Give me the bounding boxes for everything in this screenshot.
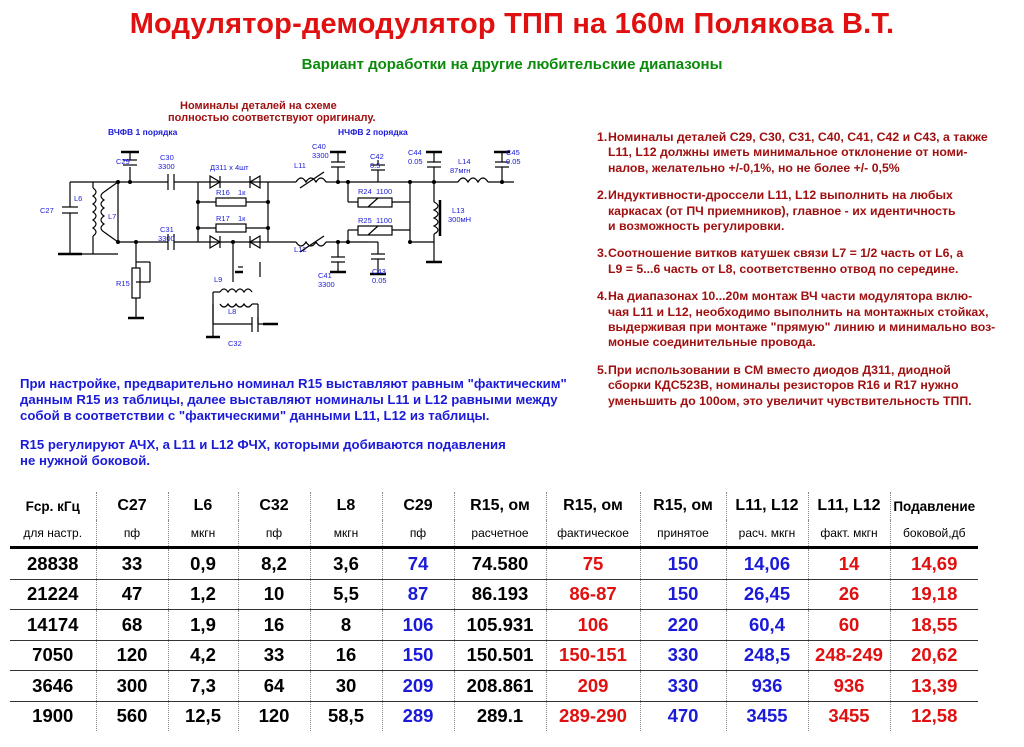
table-cell: 1,2 xyxy=(168,579,238,610)
page-subtitle: Вариант доработки на другие любительские диапазоны xyxy=(301,56,723,73)
table-cell: 330 xyxy=(640,640,726,671)
table-cell: 289 xyxy=(382,701,454,731)
schematic-caption-line1: Номиналы деталей на схеме xyxy=(180,100,337,112)
column-subheader: пф xyxy=(238,520,310,548)
table-cell: 47 xyxy=(96,579,168,610)
table-row xyxy=(10,671,978,702)
table-cell: 21224 xyxy=(10,579,96,610)
label-r17-val: 1к xyxy=(238,214,246,223)
label-c45-val: 0.05 xyxy=(506,157,521,166)
label-l12: L12 xyxy=(294,245,307,254)
tuning-paragraph-1: При настройке, предварительно номинал R15 выставляют равным "фактическим" данным R15 из таблицы, далее выставляют номиналы L11 и L12 равными между собой в соответствии с "фактическими" данными L11, L12 из таблицы. xyxy=(20,376,567,423)
column-header: L11, L12 xyxy=(726,492,808,520)
table-cell: 150-151 xyxy=(546,640,640,671)
table-cell: 75 xyxy=(546,548,640,580)
table-cell: 14,06 xyxy=(726,548,808,580)
table-cell: 150.501 xyxy=(454,640,546,671)
table-cell: 60,4 xyxy=(726,610,808,641)
column-header: Fср. кГц xyxy=(25,498,80,514)
label-c31-val: 3300 xyxy=(158,234,175,243)
table-cell: 28838 xyxy=(10,548,96,580)
table-cell: 470 xyxy=(640,701,726,731)
note-text: Соотношение витков катушек связи L7 = 1/2 часть от L6, а L9 = 5...6 часть от L8, соответственно отвод по середине. xyxy=(608,246,964,276)
note-text: На диапазонах 10...20м монтаж ВЧ части модулятора вклю- чая L11 и L12, необходимо выполнить на монтажных стойках, выдерживая при монтаже "прямую" линию и минимально воз- моные соединительные провода. xyxy=(608,289,996,350)
table-cell: 33 xyxy=(96,548,168,580)
note-text: При использовании в СМ вместо диодов Д311, диодной сборки КДС523В, номиналы резисторов R16 и R17 нужно уменьшить до 100ом, это увеличит чувствительность ТПП. xyxy=(608,362,972,408)
table-cell: 8,2 xyxy=(238,548,310,580)
table-cell: 1,9 xyxy=(168,610,238,641)
column-subheader: пф xyxy=(382,520,454,548)
column-subheader: расчетное xyxy=(454,520,546,548)
label-l8: L8 xyxy=(228,307,237,316)
table-cell: 248-249 xyxy=(808,640,890,671)
table-cell: 150 xyxy=(640,579,726,610)
table-cell: 68 xyxy=(96,610,168,641)
label-c42-val: 0.5 xyxy=(370,161,381,170)
label-l14: L14 xyxy=(458,157,471,166)
table-body xyxy=(10,548,978,732)
note-item xyxy=(597,188,997,234)
note-number: 5. xyxy=(597,362,608,377)
table-cell: 86-87 xyxy=(546,579,640,610)
note-number: 1. xyxy=(597,130,608,144)
label-r24: R24 xyxy=(358,187,372,196)
label-r24-val: 1100 xyxy=(376,187,393,196)
column-header: R15, ом xyxy=(454,492,546,520)
column-subheader: принятое xyxy=(640,520,726,548)
table-cell: 19,18 xyxy=(890,579,978,610)
schematic-caption-line2: полностью соответствуют оригиналу. xyxy=(168,112,376,124)
table-cell: 330 xyxy=(640,671,726,702)
label-r16: R16 xyxy=(216,188,230,197)
table-cell: 87 xyxy=(382,579,454,610)
table-cell: 60 xyxy=(808,610,890,641)
table-cell: 289-290 xyxy=(546,701,640,731)
values-table xyxy=(10,492,978,731)
table-cell: 30 xyxy=(310,671,382,702)
table-cell: 3455 xyxy=(808,701,890,731)
column-header: L11, L12 xyxy=(808,492,890,520)
note-number: 2. xyxy=(597,188,608,203)
table-cell: 86.193 xyxy=(454,579,546,610)
label-r16-val: 1к xyxy=(238,188,246,197)
label-l11: L11 xyxy=(294,161,306,170)
table-cell: 936 xyxy=(808,671,890,702)
note-item xyxy=(597,289,997,351)
table-cell: 209 xyxy=(546,671,640,702)
table-cell: 209 xyxy=(382,671,454,702)
label-c27: C27 xyxy=(40,206,54,215)
tuning-paragraph-2: R15 регулируют АЧХ, а L11 и L12 ФЧХ, которыми добиваются подавления не нужной боковой. xyxy=(20,437,506,468)
label-r25-val: 1100 xyxy=(376,216,393,225)
table-cell: 289.1 xyxy=(454,701,546,731)
table-row xyxy=(10,579,978,610)
table-cell: 7,3 xyxy=(168,671,238,702)
column-subheader: боковой,дб xyxy=(890,520,978,548)
label-c44-val: 0.05 xyxy=(408,157,423,166)
table-cell: 18,55 xyxy=(890,610,978,641)
label-c40-val: 3300 xyxy=(312,151,329,160)
table-cell: 14 xyxy=(808,548,890,580)
table-cell: 33 xyxy=(238,640,310,671)
table-cell: 16 xyxy=(310,640,382,671)
table-cell: 106 xyxy=(382,610,454,641)
table-cell: 26,45 xyxy=(726,579,808,610)
table-cell: 0,9 xyxy=(168,548,238,580)
note-text: Номиналы деталей C29, C30, C31, C40, C41, C42 и C43, а также L11, L12 должны иметь минимальное отклонение от номи- налов, желательно +/-0,1%, но не более +/- 0,5% xyxy=(608,130,988,175)
table-row xyxy=(10,548,978,580)
table-cell: 14174 xyxy=(10,610,96,641)
table-header-units-row xyxy=(10,520,978,548)
label-d311: Д311 x 4шт xyxy=(210,163,249,172)
column-header: Подавление xyxy=(890,492,978,520)
note-item xyxy=(597,363,997,409)
table-row xyxy=(10,640,978,671)
tuning-instructions xyxy=(20,376,580,482)
table-cell: 58,5 xyxy=(310,701,382,731)
table-cell: 936 xyxy=(726,671,808,702)
label-c45: C45 xyxy=(506,148,520,157)
column-subheader: факт. мкгн xyxy=(808,520,890,548)
column-subheader: фактическое xyxy=(546,520,640,548)
label-c41: C41 xyxy=(318,271,332,280)
column-header: R15, ом xyxy=(640,492,726,520)
column-subheader: для настр. xyxy=(23,526,83,540)
column-header: C27 xyxy=(96,492,168,520)
label-l7: L7 xyxy=(108,212,117,221)
table-cell: 74.580 xyxy=(454,548,546,580)
column-header: C32 xyxy=(238,492,310,520)
label-c44: C44 xyxy=(408,148,422,157)
table-cell: 300 xyxy=(96,671,168,702)
label-c30-val: 3300 xyxy=(158,162,175,171)
table-cell: 12,58 xyxy=(890,701,978,731)
label-l13-val: 300мН xyxy=(448,215,472,224)
label-c43-val: 0.05 xyxy=(372,276,387,285)
column-subheader: расч. мкгн xyxy=(726,520,808,548)
note-item xyxy=(597,246,997,277)
table-cell: 64 xyxy=(238,671,310,702)
table-cell: 105.931 xyxy=(454,610,546,641)
table-cell: 13,39 xyxy=(890,671,978,702)
table-cell: 120 xyxy=(238,701,310,731)
table-cell: 8 xyxy=(310,610,382,641)
label-l9: L9 xyxy=(214,275,223,284)
label-c42: C42 xyxy=(370,152,384,161)
table-cell: 248,5 xyxy=(726,640,808,671)
label-c29: C29 xyxy=(116,157,130,166)
column-subheader: мкгн xyxy=(168,520,238,548)
label-l13: L13 xyxy=(452,206,465,215)
table-cell: 74 xyxy=(382,548,454,580)
label-r15: R15 xyxy=(116,279,130,288)
label-c40: C40 xyxy=(312,142,326,151)
label-c31: C31 xyxy=(160,225,174,234)
table-cell: 208.861 xyxy=(454,671,546,702)
label-lpf2: НЧФВ 2 порядка xyxy=(338,127,408,137)
table-cell: 3646 xyxy=(10,671,96,702)
table-cell: 4,2 xyxy=(168,640,238,671)
table-cell: 3455 xyxy=(726,701,808,731)
notes-list xyxy=(597,130,997,421)
note-item xyxy=(597,130,997,176)
label-c30: C30 xyxy=(160,153,174,162)
table-cell: 106 xyxy=(546,610,640,641)
label-r25: R25 xyxy=(358,216,372,225)
table-cell: 1900 xyxy=(10,701,96,731)
table-cell: 7050 xyxy=(10,640,96,671)
table-cell: 26 xyxy=(808,579,890,610)
label-l6: L6 xyxy=(74,194,83,203)
table-cell: 220 xyxy=(640,610,726,641)
table-header-row xyxy=(10,492,978,520)
label-c41-val: 3300 xyxy=(318,280,335,289)
table-cell: 20,62 xyxy=(890,640,978,671)
column-subheader: пф xyxy=(96,520,168,548)
column-subheader: мкгн xyxy=(310,520,382,548)
page-title: Модулятор-демодулятор ТПП на 160м Полякова В.Т. xyxy=(129,8,895,40)
column-header: R15, ом xyxy=(546,492,640,520)
label-c32: C32 xyxy=(228,339,242,348)
table-cell: 150 xyxy=(640,548,726,580)
label-l14-val: 87мгн xyxy=(450,166,471,175)
schematic-diagram xyxy=(38,92,553,360)
table-cell: 16 xyxy=(238,610,310,641)
column-header: L8 xyxy=(310,492,382,520)
column-header: C29 xyxy=(382,492,454,520)
column-header: L6 xyxy=(168,492,238,520)
table-cell: 10 xyxy=(238,579,310,610)
table-cell: 14,69 xyxy=(890,548,978,580)
label-r17: R17 xyxy=(216,214,230,223)
table-row xyxy=(10,701,978,731)
label-c43: C43 xyxy=(372,267,386,276)
note-text: Индуктивности-дроссели L11, L12 выполнить на любых каркасах (от ПЧ приемников), главное - их идентичность и возможность регулировки. xyxy=(608,188,956,234)
table-cell: 150 xyxy=(382,640,454,671)
label-bpf1: ВЧФВ 1 порядка xyxy=(108,127,178,137)
note-number: 3. xyxy=(597,246,608,261)
table-cell: 560 xyxy=(96,701,168,731)
table-cell: 120 xyxy=(96,640,168,671)
table-cell: 3,6 xyxy=(310,548,382,580)
table-cell: 5,5 xyxy=(310,579,382,610)
table-row xyxy=(10,610,978,641)
note-number: 4. xyxy=(597,289,608,304)
table-cell: 12,5 xyxy=(168,701,238,731)
